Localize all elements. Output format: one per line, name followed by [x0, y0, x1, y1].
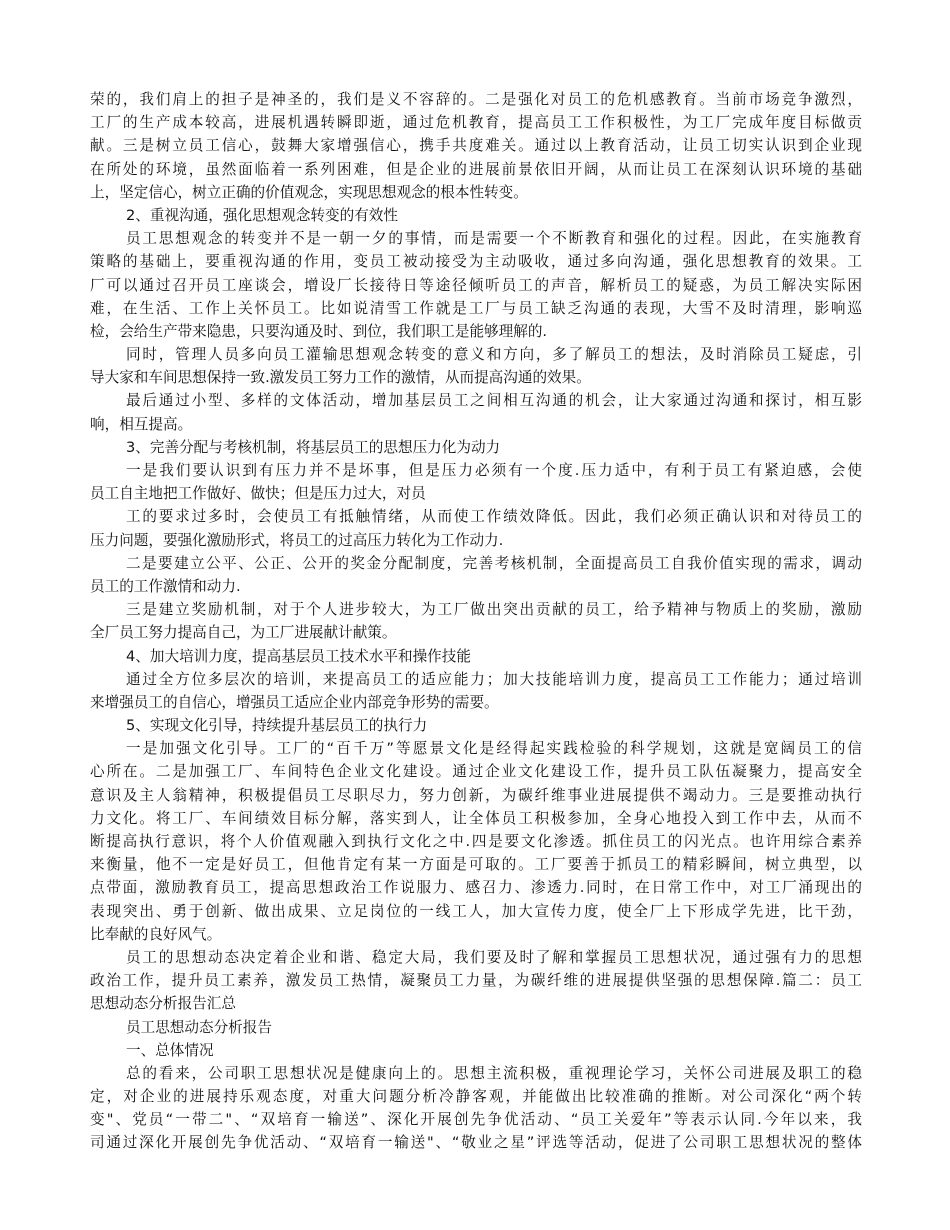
text-line: 最后通过小型、多样的文体活动，增加基层员工之间相互沟通的机会，让大家通过沟通和探讨，相互影	[126, 392, 862, 410]
text-line: 2、重视沟通，强化思想观念转变的有效性	[126, 206, 398, 224]
text-line: 员工自主地把工作做好、做快；但是压力过大，对员	[90, 485, 426, 503]
text-line: 政治工作，提升员工素养，激发员工热情，凝聚员工力量，为碳纤维的进展提供坚强的思想保障.篇二：员工	[90, 972, 862, 990]
document-page	[90, 88, 862, 1155]
text-line: 员工的思想动态决定着企业和谐、稳定大局，我们要及时了解和掌握员工思想状况，通过强有力的思想	[126, 948, 862, 966]
text-line: 点带面，激励教育员工，提高思想政治工作说服力、感召力、渗透力.同时，在日常工作中，对工厂涌现出的	[90, 879, 862, 897]
text-line: 意识及主人翁精神，积极提倡员工尽职尽力，努力创新，为碳纤维事业进展提供不竭动力。三是要推动执行	[90, 786, 862, 804]
text-line: 响，相互提高。	[90, 415, 193, 433]
text-line: 在所处的环境，虽然面临着一系列困难，但是企业的进展前景依旧开阔，从而让员工在深刻认识环境的基础	[90, 160, 862, 178]
text-line: 一是加强文化引导。工厂的“百千万”等愿景文化是经得起实践检验的科学规划，这就是宽阔员工的信	[126, 740, 862, 758]
text-line: 员工的工作激情和动力.	[90, 577, 241, 595]
text-line: 定，对企业的进展持乐观态度，对重大问题分析冷静客观，并能做出比较准确的推断。对公司深化“两个转	[90, 1088, 862, 1106]
text-line: 策略的基础上，要重视沟通的作用，变员工被动接受为主动吸收，通过多向沟通，强化思想教育的效果。工	[90, 253, 862, 271]
text-line: 5、实现文化引导，持续提升基层员工的执行力	[126, 717, 428, 735]
text-line: 全厂员工努力提高自己，为工厂进展献计献策。	[90, 624, 397, 642]
text-line: 4、加大培训力度，提高基层员工技术水平和操作技能	[126, 647, 471, 665]
text-line: 检，会给生产带来隐患，只要沟通及时、到位，我们职工是能够理解的.	[90, 322, 548, 340]
text-line: 同时，管理人员多向员工灌输思想观念转变的意义和方向，多了解员工的想法，及时消除员工疑虑，引	[126, 346, 862, 364]
text-line: 3、完善分配与考核机制，将基层员工的思想压力化为动力	[126, 438, 501, 456]
text-line: 三是建立奖励机制，对于个人进步较大，为工厂做出突出贡献的员工，给予精神与物质上的奖励，激励	[126, 601, 862, 619]
text-line: 员工思想观念的转变并不是一朝一夕的事情，而是需要一个不断教育和强化的过程。因此，在实施教育	[126, 230, 862, 248]
text-line: 思想动态分析报告汇总	[90, 995, 236, 1013]
text-line: 导大家和车间思想保持一致.激发员工努力工作的激情，从而提高沟通的效果。	[90, 369, 591, 387]
text-line: 一是我们要认识到有压力并不是坏事，但是压力必须有一个度.压力适中，有利于员工有紧迫感，会使	[126, 462, 862, 479]
text-line: 来增强员工的自信心，增强员工适应企业内部竞争形势的需要。	[90, 693, 499, 711]
text-line: 表现突出、勇于创新、做出成果、立足岗位的一线工人，加大宣传力度，使全厂上下形成学先进，比干劲，	[90, 902, 862, 920]
text-line: 司通过深化开展创先争优活动、“双培育一输送"、“敬业之星”评选等活动，促进了公司职工思想状况的整体	[90, 1134, 862, 1152]
text-line: 一、总体情况	[126, 1041, 214, 1059]
text-line: 力文化。将工厂、车间绩效目标分解，落实到人，让全体员工积极参加，全身心地投入到工作中去，从而不	[90, 809, 862, 827]
text-line: 比奉献的良好风气。	[90, 925, 222, 943]
text-line: 上，坚定信心，树立正确的价值观念，实现思想观念的根本性转变。	[90, 183, 528, 201]
text-line: 荣的，我们肩上的担子是神圣的，我们是义不容辞的。二是强化对员工的危机感教育。当前市场竞争激烈，	[90, 91, 862, 108]
text-line: 工的要求过多时，会使员工有抵触情绪，从而使工作绩效降低。因此，我们必须正确认识和对待员工的	[126, 508, 862, 526]
text-line: 心所在。二是加强工厂、车间特色企业文化建设。通过企业文化建设工作，提升员工队伍凝聚力，提高安全	[90, 763, 862, 781]
text-line: 变"、党员“一带二"、“双培育一输送”、深化开展创先争优活动、“员工关爱年”等表示认同.今年以来，我	[90, 1111, 862, 1129]
text-line: 工厂的生产成本较高，进展机遇转瞬即逝，通过危机教育，提高员工工作积极性，为工厂完成年度目标做贡	[90, 114, 862, 132]
text-line: 难，在生活、工作上关怀员工。比如说清雪工作就是工厂与员工缺乏沟通的表现，大雪不及时清理，影响巡	[90, 299, 862, 317]
text-line: 压力问题，要强化激励形式，将员工的过高压力转化为工作动力.	[90, 531, 504, 549]
text-line: 厂可以通过召开员工座谈会，增设厂长接待日等途径倾听员工的声音，解析员工的疑惑，为员工解决实际困	[90, 276, 862, 294]
text-line: 二是要建立公平、公正、公开的奖金分配制度，完善考核机制，全面提高员工自我价值实现的需求，调动	[126, 554, 862, 572]
text-line: 员工思想动态分析报告	[126, 1018, 272, 1036]
text-line: 断提高执行意识，将个人价值观融入到执行文化之中.四是要文化渗透。抓住员工的闪光点。也许用综合素养	[90, 833, 862, 850]
text-line: 通过全方位多层次的培训，来提高员工的适应能力；加大技能培训力度，提高员工工作能力；通过培训	[126, 670, 862, 688]
text-line: 来衡量，他不一定是好员工，但他肯定有某一方面是可取的。工厂要善于抓员工的精彩瞬间，树立典型，以	[90, 856, 862, 874]
text-line: 献。三是树立员工信心，鼓舞大家增强信心，携手共度难关。通过以上教育活动，让员工切实认识到企业现	[90, 137, 862, 155]
text-line: 总的看来，公司职工思想状况是健康向上的。思想主流积极，重视理论学习，关怀公司进展及职工的稳	[126, 1064, 862, 1082]
